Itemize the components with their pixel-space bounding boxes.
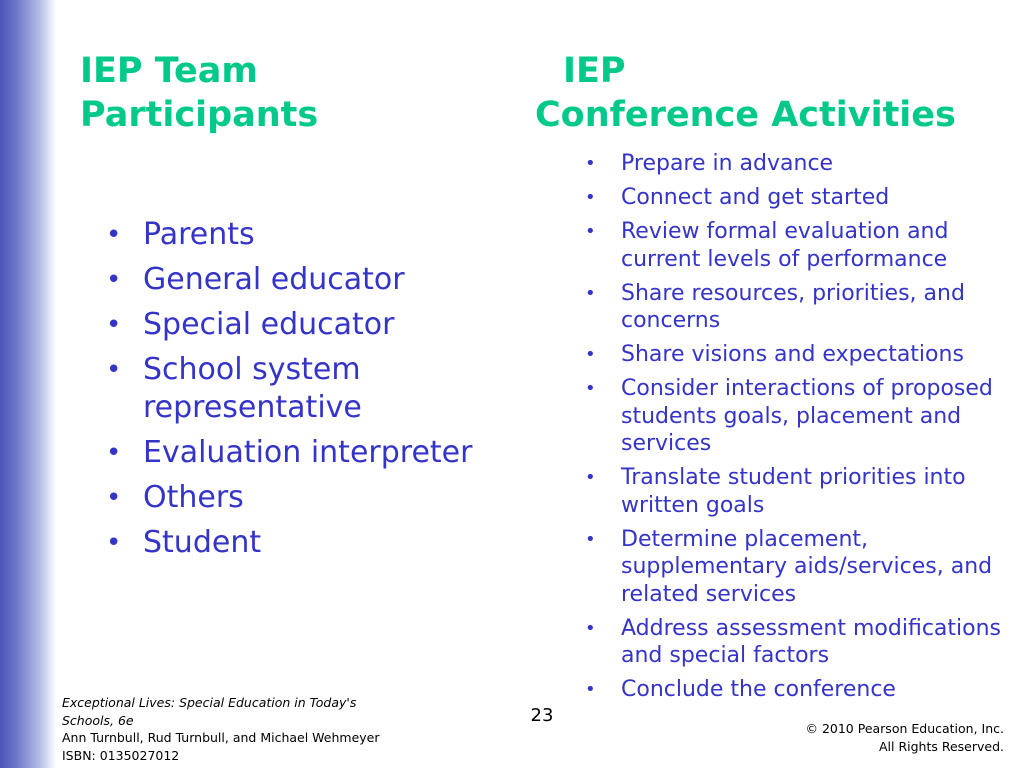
list-item [106, 261, 526, 299]
participant-text: School system representative [143, 352, 362, 425]
list-item [585, 464, 1010, 519]
bullet-icon: • [585, 282, 596, 304]
participants-list [106, 216, 526, 569]
bullet-icon: • [585, 378, 596, 399]
bullet-icon: • [106, 438, 122, 468]
list-item [585, 375, 1010, 458]
participant-text: Others [143, 480, 244, 515]
activity-text: Prepare in advance [621, 151, 834, 176]
participant-text: Student [143, 525, 262, 560]
bullet-icon: • [585, 221, 596, 242]
list-item [106, 351, 526, 427]
bullet-icon: • [106, 483, 122, 513]
list-item [585, 676, 1010, 704]
bullet-icon: • [585, 679, 596, 700]
activity-text: Review formal evaluation and current levels of performance [621, 219, 949, 272]
book-citation [62, 694, 392, 764]
activity-text: Share visions and expectations [621, 342, 964, 367]
page-number: 23 [530, 705, 554, 726]
participant-text: Parents [143, 217, 255, 252]
bullet-icon: • [585, 528, 596, 550]
list-item [585, 341, 1010, 369]
book-title: Exceptional Lives: Special Education in Today's Schools, 6e [62, 695, 357, 728]
bullet-icon: • [106, 310, 122, 340]
list-item [585, 184, 1010, 212]
right-column-title [535, 49, 956, 137]
activity-text: Conclude the conference [621, 677, 896, 702]
bullet-icon: • [106, 528, 122, 558]
bullet-icon: • [106, 220, 122, 250]
bullet-icon: • [106, 355, 122, 385]
list-item [585, 615, 1010, 670]
participant-text: Special educator [143, 307, 395, 342]
right-title-line2: Conference Activities [535, 95, 956, 135]
bullet-icon: • [106, 265, 122, 295]
list-item [106, 306, 526, 344]
bullet-icon: • [585, 187, 596, 208]
left-gradient-band [0, 0, 56, 768]
list-item [106, 216, 526, 254]
activity-text: Determine placement, supplementary aids/services, and related services [621, 526, 993, 607]
list-item [106, 524, 526, 562]
bullet-icon: • [585, 153, 596, 174]
list-item [585, 218, 1010, 273]
activities-list [585, 150, 1010, 710]
copyright-notice [805, 720, 1004, 756]
copyright-line2: All Rights Reserved. [878, 739, 1004, 754]
left-title-line2: Participants [80, 95, 319, 135]
bullet-icon: • [585, 467, 596, 488]
activity-text: Consider interactions of proposed students goals, placement and services [621, 376, 993, 456]
list-item [585, 150, 1010, 178]
left-title-line1: IEP Team [80, 51, 258, 91]
book-authors: Ann Turnbull, Rud Turnbull, and Michael Wehmeyer [62, 730, 380, 745]
participant-text: Evaluation interpreter [143, 435, 473, 470]
list-item [585, 526, 1010, 609]
list-item [585, 280, 1010, 335]
list-item [106, 434, 526, 472]
activity-text: Translate student priorities into written goals [621, 465, 966, 518]
participant-text: General educator [143, 262, 405, 297]
book-isbn: ISBN: 0135027012 [62, 747, 180, 763]
activity-text: Address assessment modifications and special factors [621, 615, 1002, 668]
list-item [106, 479, 526, 517]
activity-text: Connect and get started [621, 185, 890, 210]
activity-text: Share resources, priorities, and concerns [621, 280, 965, 333]
left-column-title [80, 49, 318, 137]
bullet-icon: • [585, 617, 596, 639]
right-title-line1: IEP [563, 51, 626, 91]
bullet-icon: • [585, 344, 596, 365]
copyright-line1: © 2010 Pearson Education, Inc. [805, 721, 1004, 736]
